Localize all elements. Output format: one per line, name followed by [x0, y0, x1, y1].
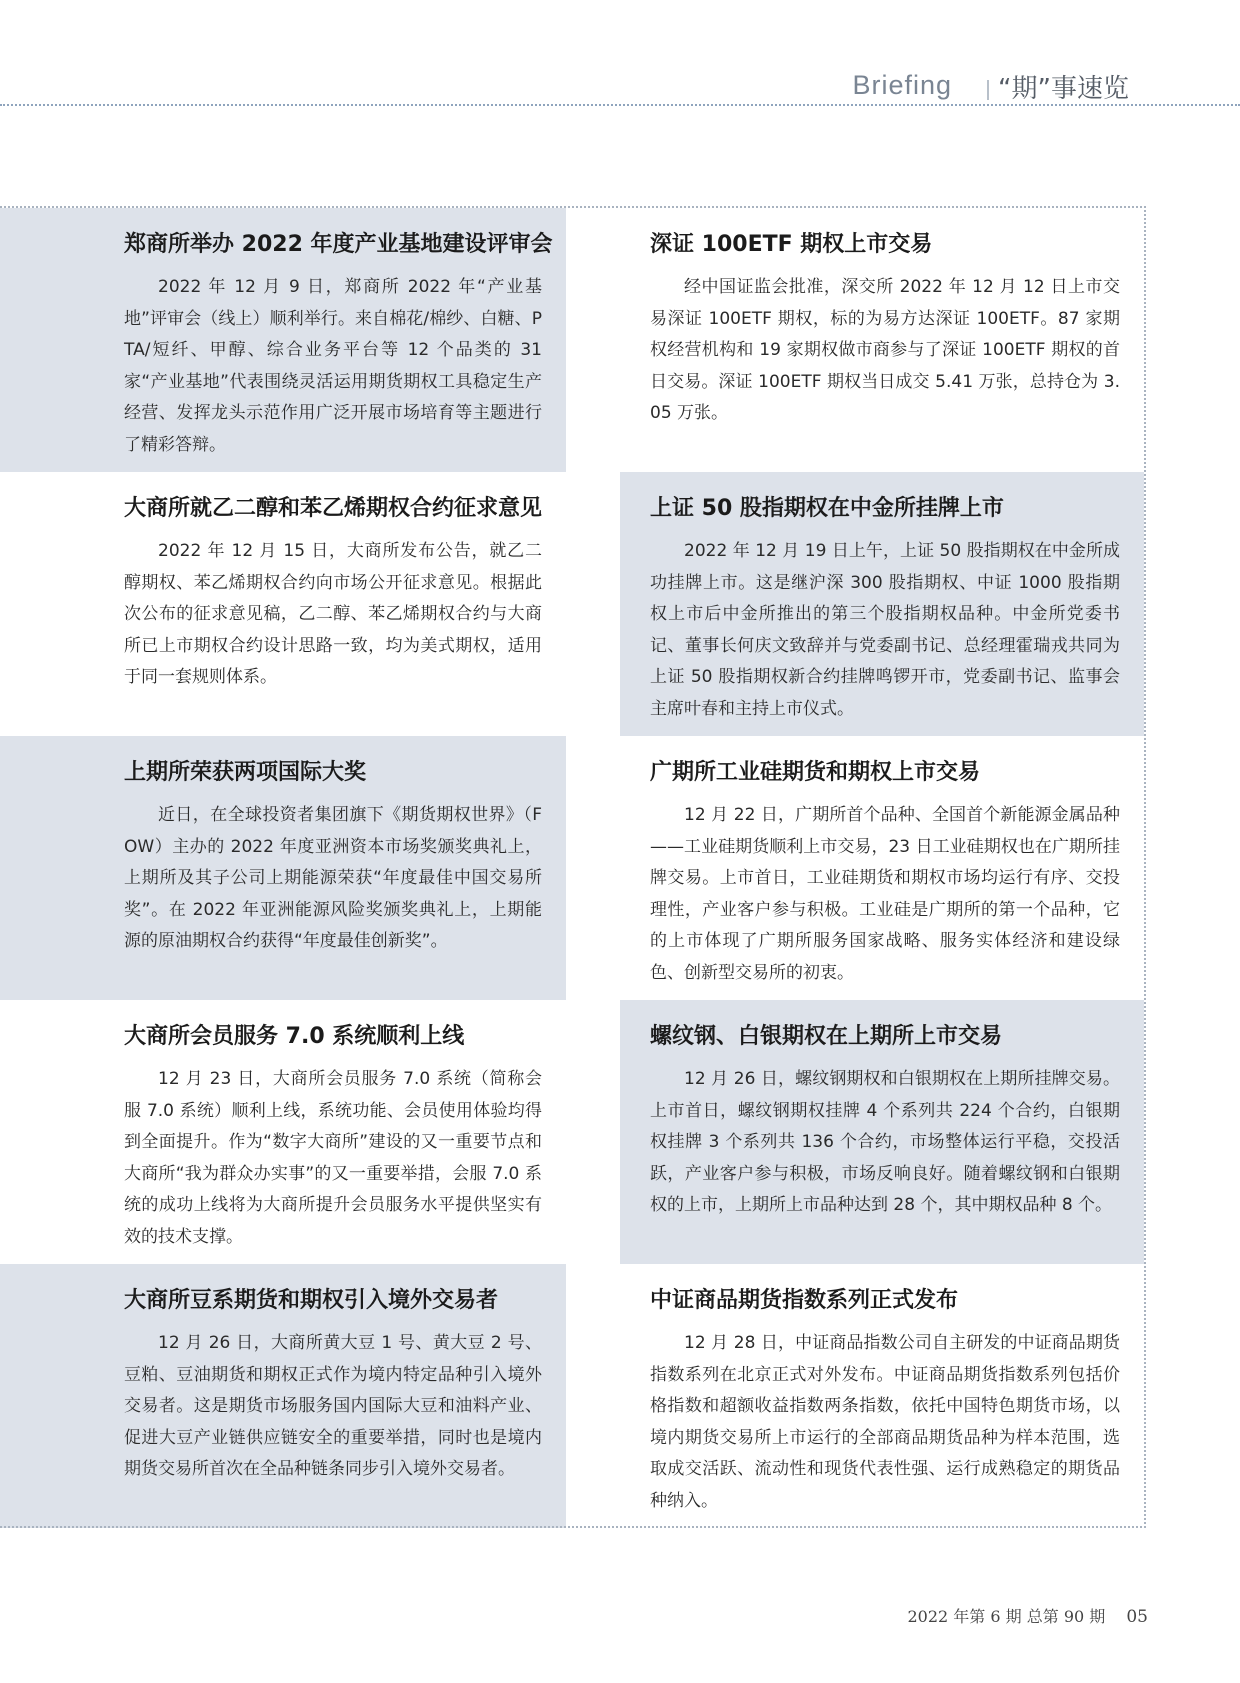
news-body: 2022 年 12 月 15 日，大商所发布公告，就乙二醇期权、苯乙烯期权合约向市场公开征求意见。根据此次公布的征求意见稿，乙二醇、苯乙烯期权合约与大商所已上市期权合约设计思路一致，均为美式期权，适用于同一套规则体系。	[124, 541, 542, 687]
news-title: 大商所豆系期货和期权引入境外交易者	[124, 1288, 499, 1313]
news-body: 12 月 26 日，大商所黄大豆 1 号、黄大豆 2 号、豆粕、豆油期货和期权正式作为境内特定品种引入境外交易者。这是期货市场服务国内国际大豆和油料产业、促进大豆产业链供应链安全的重要举措，同时也是境内期货交易所首次在全品种链条同步引入境外交易者。	[124, 1333, 542, 1479]
news-body: 经中国证监会批准，深交所 2022 年 12 月 12 日上市交易深证 100ETF 期权，标的为易方达深证 100ETF。87 家期权经营机构和 19 家期权做市商参与了深证 100ETF 期权的首日交易。深证 100ETF 期权当日成交 5.41 万张，总持仓为 3.05 万张。	[650, 277, 1120, 423]
news-grid	[0, 206, 1146, 1528]
news-item	[620, 1264, 1144, 1528]
page-footer	[907, 1604, 1148, 1627]
news-body: 12 月 28 日，中证商品指数公司自主研发的中证商品期货指数系列在北京正式对外发布。中证商品期货指数系列包括价格指数和超额收益指数两条指数，依托中国特色期货市场，以境内期货交易所上市运行的全部商品期货品种为样本范围，选取成交活跃、流动性和现货代表性强、运行成熟稳定的期货品种纳入。	[650, 1333, 1120, 1511]
news-body: 12 月 26 日，螺纹钢期权和白银期权在上期所挂牌交易。上市首日，螺纹钢期权挂牌 4 个系列共 224 个合约，白银期权挂牌 3 个系列共 136 个合约，市场整体运行平稳，交投活跃，产业客户参与积极，市场反响良好。随着螺纹钢和白银期权的上市，上期所上市品种达到 28 个，其中期权品种 8 个。	[650, 1069, 1120, 1215]
news-title: 螺纹钢、白银期权在上期所上市交易	[650, 1024, 1003, 1049]
news-body: 2022 年 12 月 9 日，郑商所 2022 年“产业基地”评审会（线上）顺利举行。来自棉花/棉纱、白糖、PTA/短纤、甲醇、综合业务平台等 12 个品类的 31 家“产业基地”代表围绕灵活运用期货期权工具稳定生产经营、发挥龙头示范作用广泛开展市场培育等主题进行了精彩答辩。	[124, 277, 542, 455]
issue-info: 2022 年第 6 期 总第 90 期	[907, 1607, 1106, 1626]
news-item	[0, 208, 566, 472]
news-body: 2022 年 12 月 19 日上午，上证 50 股指期权在中金所成功挂牌上市。这是继沪深 300 股指期权、中证 1000 股指期权上市后中金所推出的第三个股指期权品种。中金所党委书记、董事长何庆文致辞并与党委副书记、总经理霍瑞戎共同为上证 50 股指期权新合约挂牌鸣锣开市，党委副书记、监事会主席叶春和主持上市仪式。	[650, 541, 1120, 719]
news-title: 郑商所举办 2022 年度产业基地建设评审会	[124, 232, 553, 257]
news-title: 大商所会员服务 7.0 系统顺利上线	[124, 1024, 465, 1049]
news-body: 12 月 23 日，大商所会员服务 7.0 系统（简称会服 7.0 系统）顺利上线，系统功能、会员使用体验均得到全面提升。作为“数字大商所”建设的又一重要节点和大商所“我为群众办实事”的又一重要举措，会服 7.0 系统的成功上线将为大商所提升会员服务水平提供坚实有效的技术支撑。	[124, 1069, 542, 1247]
section-title: “期”事速览	[998, 74, 1129, 104]
news-title: 上证 50 股指期权在中金所挂牌上市	[650, 496, 1004, 521]
news-title: 上期所荣获两项国际大奖	[124, 760, 367, 785]
news-title: 深证 100ETF 期权上市交易	[650, 232, 933, 257]
page-header	[0, 0, 1240, 108]
news-title: 广期所工业硅期货和期权上市交易	[650, 760, 981, 785]
header-dotted-rule	[0, 104, 1240, 106]
news-body: 近日，在全球投资者集团旗下《期货期权世界》（FOW）主办的 2022 年度亚洲资本市场奖颁奖典礼上，上期所及其子公司上期能源荣获“年度最佳中国交易所奖”。在 2022 年亚洲能源风险奖颁奖典礼上，上期能源的原油期权合约获得“年度最佳创新奖”。	[124, 805, 542, 951]
briefing-label: Briefing	[852, 70, 952, 100]
grid-bottom-rule	[0, 1526, 1146, 1528]
header-divider	[987, 80, 989, 100]
news-item	[0, 736, 566, 1000]
news-title: 大商所就乙二醇和苯乙烯期权合约征求意见	[124, 496, 543, 521]
page-number: 05	[1126, 1607, 1148, 1627]
news-item	[620, 472, 1144, 736]
news-item	[620, 736, 1144, 1000]
news-item	[620, 208, 1144, 472]
news-item	[620, 1000, 1144, 1264]
news-item	[0, 472, 566, 736]
news-item	[0, 1000, 566, 1264]
news-item	[0, 1264, 566, 1528]
news-body: 12 月 22 日，广期所首个品种、全国首个新能源金属品种——工业硅期货顺利上市交易，23 日工业硅期权也在广期所挂牌交易。上市首日，工业硅期货和期权市场均运行有序、交投理性，产业客户参与积极。工业硅是广期所的第一个品种，它的上市体现了广期所服务国家战略、服务实体经济和建设绿色、创新型交易所的初衷。	[650, 805, 1120, 983]
news-title: 中证商品期货指数系列正式发布	[650, 1288, 959, 1313]
